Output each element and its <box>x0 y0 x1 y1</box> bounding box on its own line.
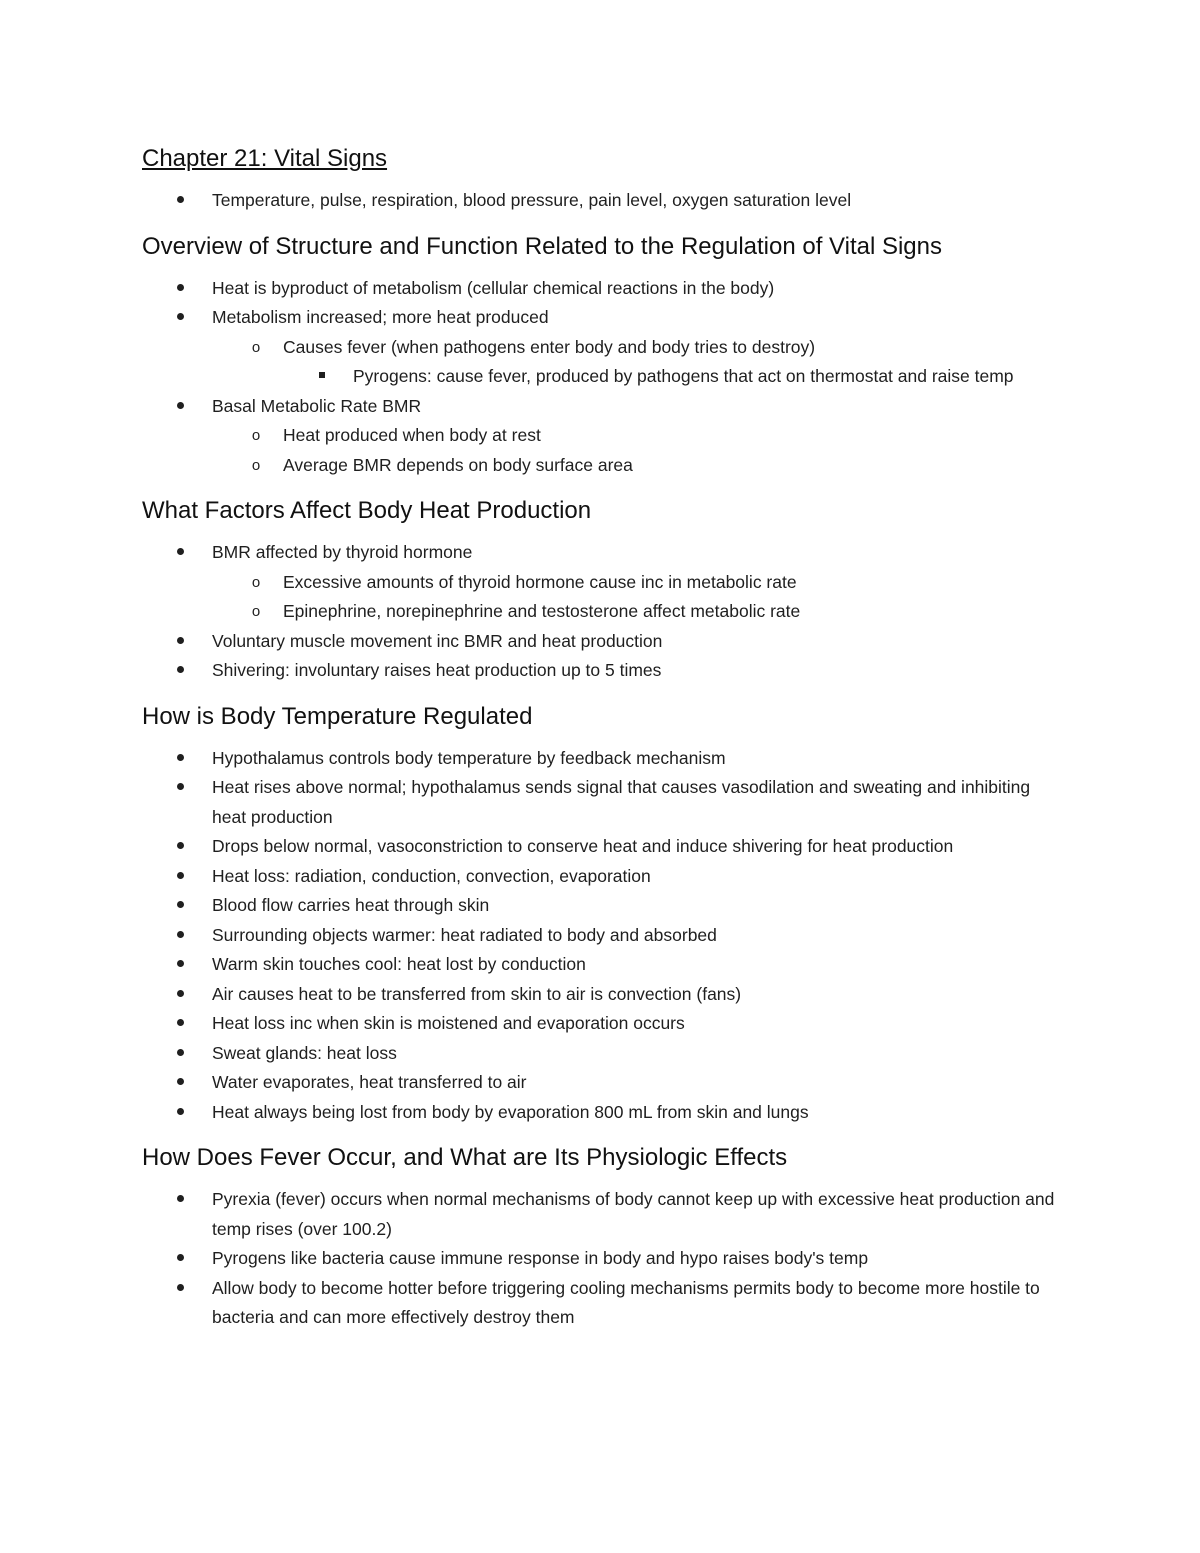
square-bullet-icon <box>312 362 332 392</box>
bullet-icon <box>170 627 190 657</box>
bullet-icon <box>170 392 190 422</box>
list-item: o Excessive amounts of thyroid hormone cause inc in metabolic rate <box>142 568 1060 598</box>
bullet-icon <box>170 274 190 304</box>
bullet-icon <box>170 744 190 774</box>
section-heading-fever: How Does Fever Occur, and What are Its Physiologic Effects <box>142 1144 788 1171</box>
list-item: Drops below normal, vasoconstriction to conserve heat and induce shivering for heat production <box>142 832 1060 862</box>
list-item: Pyrogens like bacteria cause immune response in body and hypo raises body's temp <box>142 1244 1060 1274</box>
list-item: Hypothalamus controls body temperature by feedback mechanism <box>142 744 1060 774</box>
section-heading-overview: Overview of Structure and Function Related to the Regulation of Vital Signs <box>142 232 943 260</box>
list-item: o Epinephrine, norepinephrine and testosterone affect metabolic rate <box>142 597 1060 627</box>
list-item: Sweat glands: heat loss <box>142 1039 1060 1069</box>
list-item: Pyrogens: cause fever, produced by pathogens that act on thermostat and raise temp <box>142 362 1060 392</box>
bullet-icon <box>170 921 190 951</box>
list-item: Heat rises above normal; hypothalamus sends signal that causes vasodilation and sweating and inhibiting heat production <box>142 773 1060 832</box>
circle-bullet-icon: o <box>251 456 261 474</box>
list-item: Allow body to become hotter before triggering cooling mechanisms permits body to become more hostile to bacteria and can more effectively destroy them <box>142 1274 1060 1333</box>
list-item: Warm skin touches cool: heat lost by conduction <box>142 950 1060 980</box>
list-item: Pyrexia (fever) occurs when normal mechanisms of body cannot keep up with excessive heat production and temp rises (over 100.2) <box>142 1185 1060 1244</box>
list-item: Basal Metabolic Rate BMR <box>142 392 1060 422</box>
circle-bullet-icon: o <box>251 603 261 620</box>
section-list-overview <box>142 274 1060 481</box>
bullet-icon <box>170 1098 190 1128</box>
list-item: Water evaporates, heat transferred to air <box>142 1068 1060 1098</box>
bullet-icon <box>170 1274 190 1304</box>
list-item: Voluntary muscle movement inc BMR and heat production <box>142 627 1060 657</box>
section-list-regulation <box>142 744 1060 1128</box>
list-item: BMR affected by thyroid hormone <box>142 538 1060 568</box>
bullet-icon <box>170 950 190 980</box>
list-item: Temperature, pulse, respiration, blood pressure, pain level, oxygen saturation level <box>142 186 1060 216</box>
bullet-icon <box>170 538 190 568</box>
list-item: Heat always being lost from body by evaporation 800 mL from skin and lungs <box>142 1098 1060 1128</box>
bullet-icon <box>170 832 190 862</box>
bullet-icon <box>170 773 190 803</box>
section-list-factors <box>142 538 1060 686</box>
list-item: o Heat produced when body at rest <box>142 421 1060 451</box>
bullet-icon <box>170 303 190 333</box>
circle-bullet-icon: o <box>251 573 261 591</box>
list-item: Heat is byproduct of metabolism (cellular chemical reactions in the body) <box>142 274 1060 304</box>
list-item: Surrounding objects warmer: heat radiated to body and absorbed <box>142 921 1060 951</box>
list-item: o Average BMR depends on body surface area <box>142 451 1060 481</box>
list-item: Shivering: involuntary raises heat production up to 5 times <box>142 656 1060 686</box>
bullet-icon <box>170 1244 190 1274</box>
bullet-icon <box>170 1068 190 1098</box>
bullet-icon <box>170 980 190 1010</box>
list-item: Air causes heat to be transferred from skin to air is convection (fans) <box>142 980 1060 1010</box>
section-heading-factors: What Factors Affect Body Heat Production <box>142 497 592 524</box>
list-item: Heat loss: radiation, conduction, convection, evaporation <box>142 862 1060 892</box>
list-item: Metabolism increased; more heat produced <box>142 303 1060 333</box>
bullet-icon <box>170 1039 190 1069</box>
list-item: Heat loss inc when skin is moistened and evaporation occurs <box>142 1009 1060 1039</box>
bullet-icon <box>170 891 190 921</box>
bullet-icon <box>170 1009 190 1039</box>
bullet-icon <box>170 862 190 892</box>
section-heading-regulation: How is Body Temperature Regulated <box>142 702 533 730</box>
list-item: o Causes fever (when pathogens enter body and body tries to destroy) <box>142 333 1060 363</box>
circle-bullet-icon: o <box>251 338 261 356</box>
intro-list <box>142 186 1060 216</box>
document-title: Chapter 21: Vital Signs <box>142 145 388 172</box>
bullet-icon <box>170 656 190 686</box>
list-item: Blood flow carries heat through skin <box>142 891 1060 921</box>
bullet-icon <box>170 186 190 216</box>
section-list-fever <box>142 1185 1060 1333</box>
bullet-icon <box>170 1185 190 1215</box>
circle-bullet-icon: o <box>251 427 261 444</box>
